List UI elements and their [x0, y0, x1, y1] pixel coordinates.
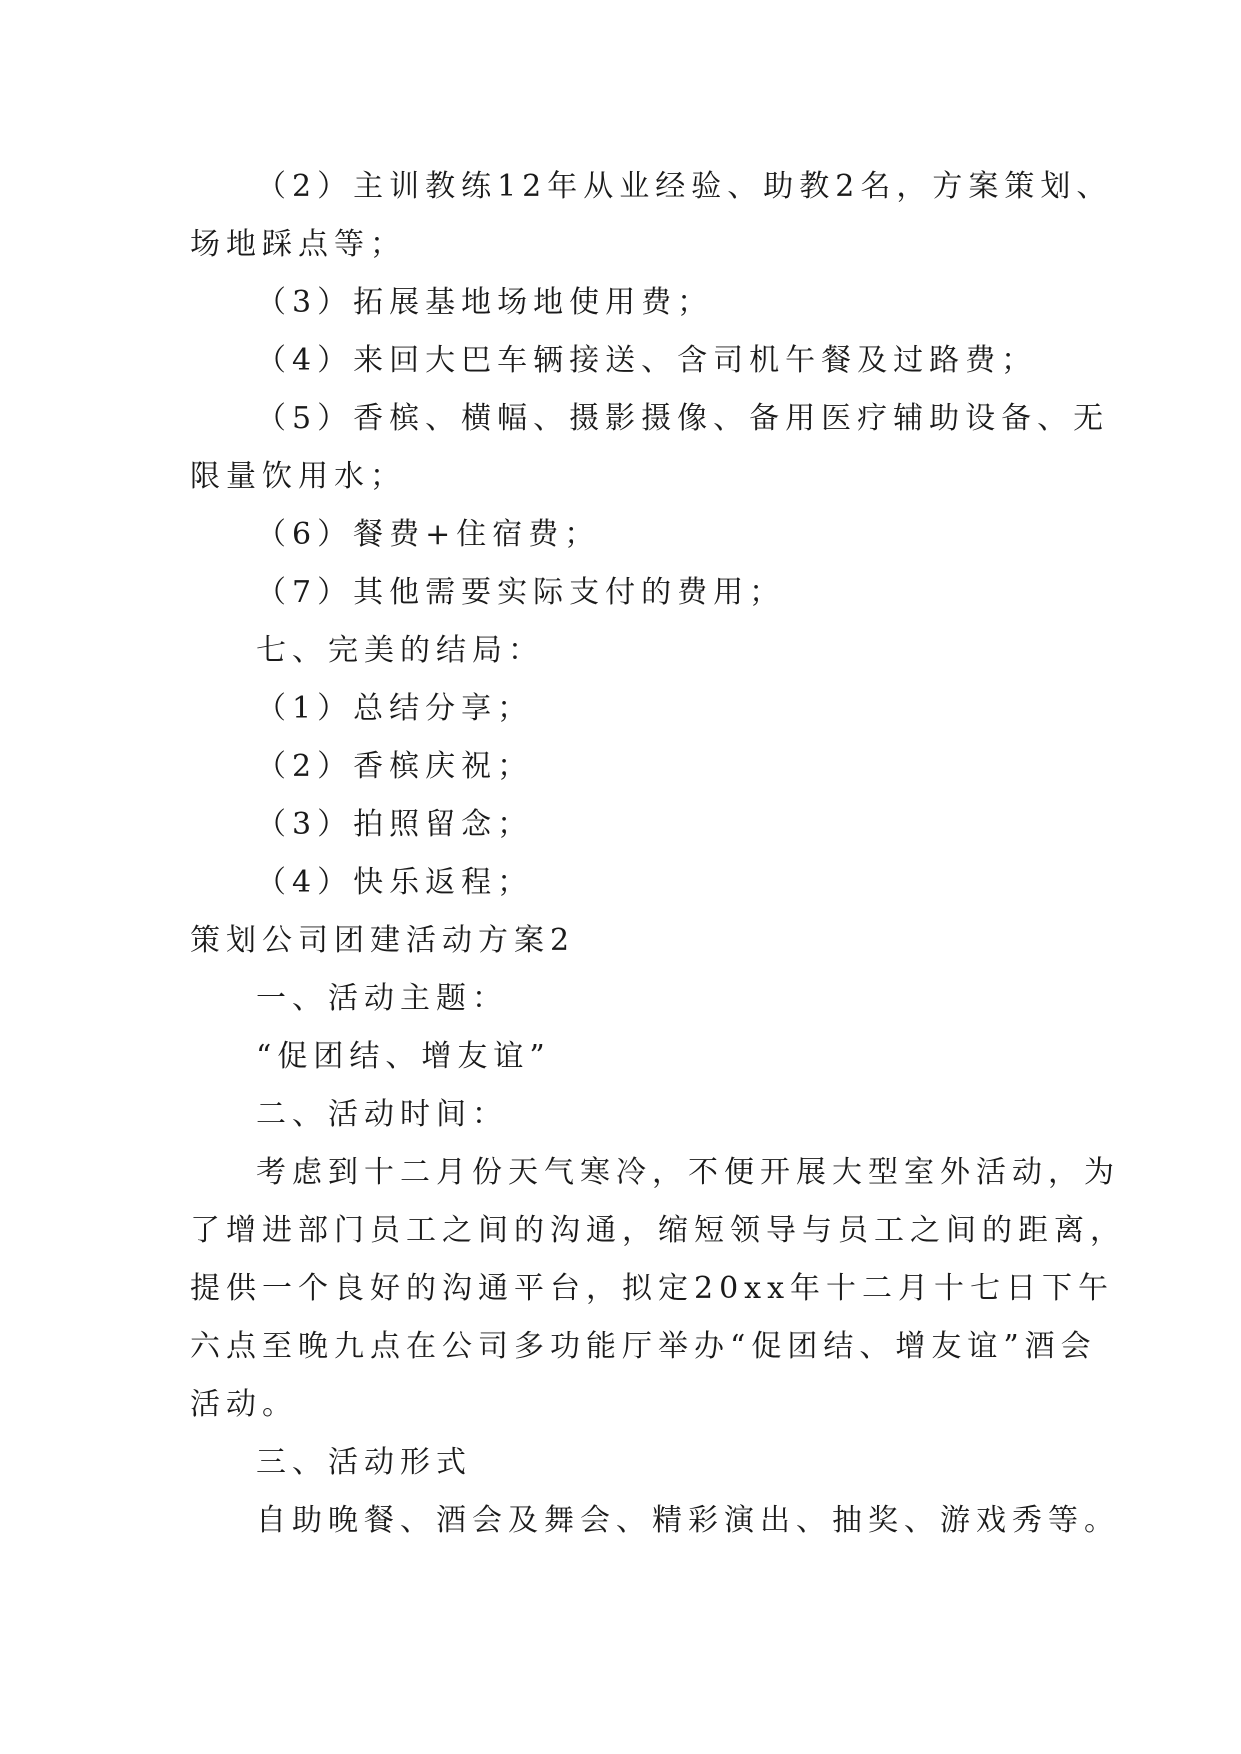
text-line: 提供一个良好的沟通平台，拟定20xx年十二月十七日下午: [190, 1271, 1115, 1306]
text-line: （3）拍照留念；: [256, 807, 534, 842]
section-heading: 七、完美的结局：: [256, 633, 544, 668]
text-line: （5）香槟、横幅、摄影摄像、备用医疗辅助设备、无: [256, 401, 1110, 436]
section-heading: 一、活动主题：: [256, 981, 508, 1016]
document-body: [190, 158, 1126, 1550]
document-title: 策划公司团建活动方案2: [190, 923, 576, 958]
text-line: （6）餐费+住宿费；: [256, 517, 601, 552]
text-line: 限量饮用水；: [190, 459, 406, 494]
text-line: （4）来回大巴车辆接送、含司机午餐及过路费；: [256, 343, 1038, 378]
text-line: “促团结、增友谊”: [256, 1039, 551, 1074]
section-heading: 三、活动形式: [256, 1445, 472, 1480]
text-line: 了增进部门员工之间的沟通，缩短领导与员工之间的距离，: [190, 1213, 1126, 1248]
text-line: （2）香槟庆祝；: [256, 749, 534, 784]
text-line: 活动。: [190, 1387, 298, 1422]
text-line: 六点至晚九点在公司多功能厅举办“促团结、增友谊”酒会: [190, 1329, 1097, 1364]
section-heading: 二、活动时间：: [256, 1097, 508, 1132]
text-line: 考虑到十二月份天气寒冷，不便开展大型室外活动，为: [256, 1155, 1120, 1190]
text-line: 场地踩点等；: [190, 227, 406, 262]
text-line: （4）快乐返程；: [256, 865, 534, 900]
text-line: （1）总结分享；: [256, 691, 534, 726]
text-line: （3）拓展基地场地使用费；: [256, 285, 714, 320]
text-line: 自助晚餐、酒会及舞会、精彩演出、抽奖、游戏秀等。: [256, 1503, 1120, 1538]
text-line: （2）主训教练12年从业经验、助教2名，方案策划、: [256, 169, 1113, 204]
text-line: （7）其他需要实际支付的费用；: [256, 575, 786, 610]
